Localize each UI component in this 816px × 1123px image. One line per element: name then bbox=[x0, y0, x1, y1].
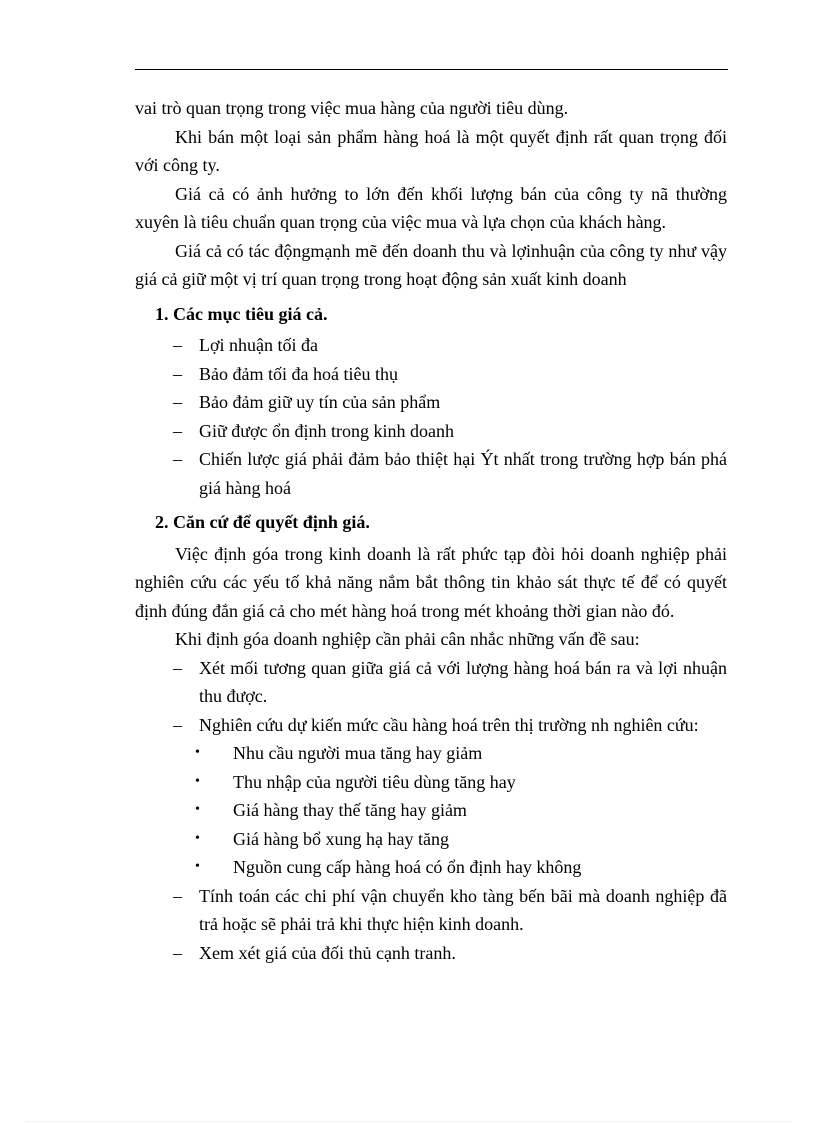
page-bottom-border bbox=[26, 1121, 791, 1122]
bullet-icon: • bbox=[195, 859, 200, 874]
bullet-item bbox=[135, 739, 727, 768]
bullet-item-text: Giá hàng thay thế tăng hay giảm bbox=[233, 800, 467, 820]
bullet-icon: • bbox=[195, 773, 200, 789]
dash-icon: – bbox=[173, 392, 182, 412]
list-item-text: Bảo đảm tối đa hoá tiêu thụ bbox=[199, 363, 398, 384]
bullet-icon: • bbox=[195, 745, 200, 760]
bullet-item-text: Nhu cầu người mua tăng hay giảm bbox=[233, 743, 483, 763]
list-item-text: Xét mối tương quan giữa giá cả với lượng hàng hoá bán ra và lợi nhuận thu được. bbox=[199, 657, 727, 706]
dash-icon: – bbox=[173, 714, 182, 735]
bullet-item bbox=[135, 768, 727, 797]
intro-paragraph-1: vai trò quan trọng trong việc mua hàng của người tiêu dùng. bbox=[135, 98, 569, 118]
bullet-item-text: Nguồn cung cấp hàng hoá có ổn định hay không bbox=[233, 857, 582, 877]
list-item-text: Giữ được ổn định trong kinh doanh bbox=[199, 420, 455, 441]
intro-paragraph-2: Khi bán một loại sản phẩm hàng hoá là một quyết định rất quan trọng đối với công ty. bbox=[135, 126, 727, 175]
list-item-text: Xem xét giá của đối thủ cạnh tranh. bbox=[199, 942, 456, 963]
dash-icon: – bbox=[173, 885, 182, 906]
list-item bbox=[135, 360, 727, 389]
list-item-text: Lợi nhuận tối đa bbox=[199, 335, 318, 355]
section-1-heading: 1. Các mục tiêu giá cả. bbox=[155, 303, 328, 324]
dash-icon: – bbox=[173, 363, 182, 384]
list-item bbox=[135, 882, 727, 939]
section-2-paragraph-1: Việc định góa trong kinh doanh là rất phức tạp đòi hỏi doanh nghiệp phải nghiên cứu các yếu tố khả năng nắm bắt thông tin khảo sát thực tế để có quyết định đúng đắn giá cả cho mét hàng hoá trong mét khoảng thời gian nào đó. bbox=[135, 543, 727, 621]
list-item bbox=[135, 445, 727, 502]
header-rule bbox=[135, 69, 728, 70]
list-item bbox=[135, 331, 727, 360]
list-item-text: Bảo đảm giữ uy tín của sản phẩm bbox=[199, 392, 441, 412]
dash-icon: – bbox=[173, 449, 182, 469]
bullet-item bbox=[135, 853, 727, 882]
dash-icon: – bbox=[173, 657, 182, 678]
list-item bbox=[135, 939, 727, 968]
list-item-text: Nghiên cứu dự kiến mức cầu hàng hoá trên thị trường nh nghiên cứu: bbox=[199, 714, 699, 735]
section-2-heading: 2. Căn cứ để quyết định giá. bbox=[155, 512, 370, 532]
list-item bbox=[135, 417, 727, 446]
bullet-item-text: Giá hàng bổ xung hạ hay tăng bbox=[233, 828, 449, 849]
bullet-item bbox=[135, 825, 727, 854]
intro-paragraph-3: Giá cả có ảnh hưởng to lớn đến khối lượng bán của công ty nã thường xuyên là tiêu chuẩn quan trọng của việc mua và lựa chọn của khách hàng. bbox=[135, 183, 727, 232]
intro-paragraph-4: Giá cả có tác độngmạnh mẽ đến doanh thu và lợinhuận của công ty như vậy giá cả giữ một vị trí quan trọng trong hoạt động sản xuất kinh doanh bbox=[135, 240, 727, 289]
bullet-item-text: Thu nhập của người tiêu dùng tăng hay bbox=[233, 771, 516, 792]
section-2-paragraph-2: Khi định góa doanh nghiệp cần phải cân nhắc những vấn đề sau: bbox=[175, 629, 640, 649]
list-item bbox=[135, 654, 727, 711]
dash-icon: – bbox=[173, 420, 182, 441]
bullet-item bbox=[135, 796, 727, 825]
list-item-text: Tính toán các chi phí vận chuyển kho tàng bến bãi mà doanh nghiệp đã trả hoặc sẽ phải trả khi thực hiện kinh doanh. bbox=[199, 885, 727, 934]
list-item bbox=[135, 388, 727, 417]
dash-icon: – bbox=[173, 942, 182, 963]
page-content bbox=[135, 94, 727, 967]
list-item-text: Chiến lược giá phải đảm bảo thiệt hại Ýt nhất trong trường hợp bán phá giá hàng hoá bbox=[199, 449, 727, 498]
bullet-icon: • bbox=[195, 830, 200, 846]
bullet-icon: • bbox=[195, 802, 200, 817]
dash-icon: – bbox=[173, 335, 182, 355]
list-item bbox=[135, 711, 727, 740]
